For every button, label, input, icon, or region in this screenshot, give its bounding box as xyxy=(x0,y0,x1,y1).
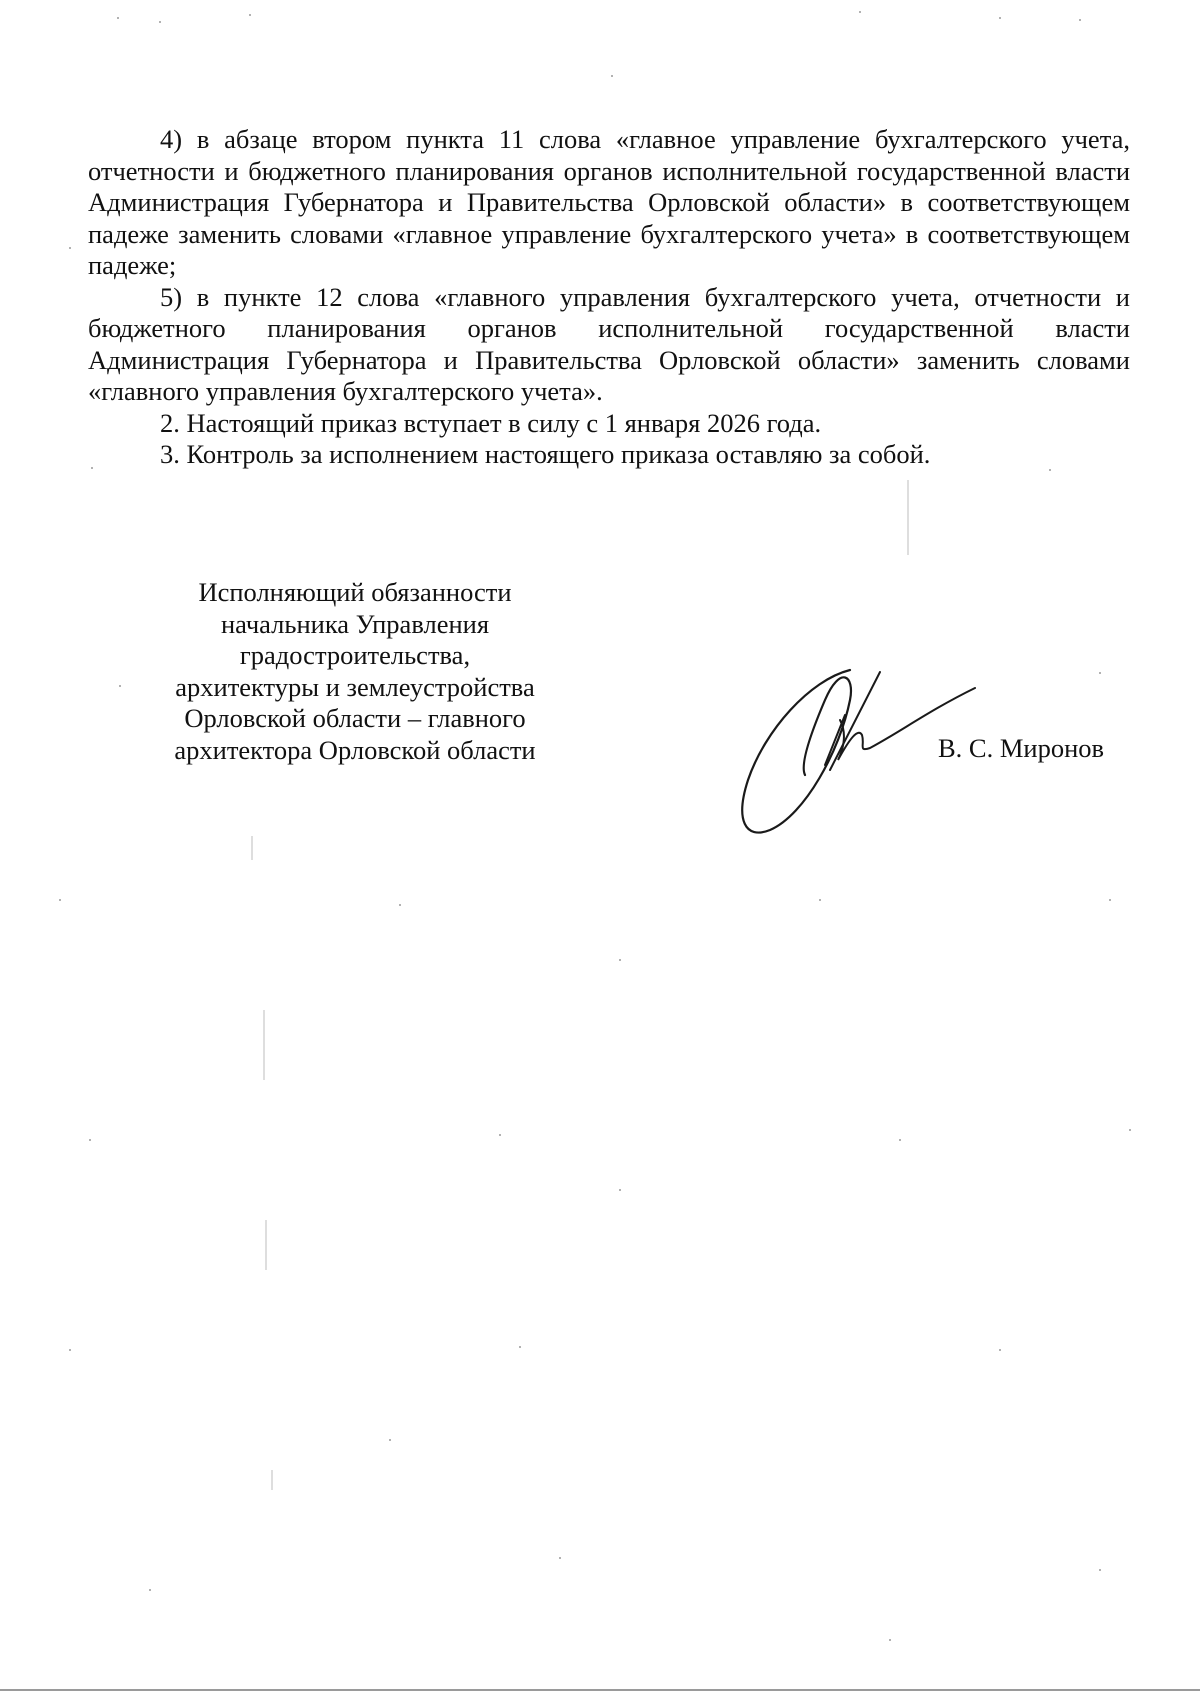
signer-title-line: Исполняющий обязанности xyxy=(198,577,512,607)
document-body xyxy=(88,124,1130,471)
signer-title xyxy=(140,577,570,766)
paragraph-clause-3: 3. Контроль за исполнением настоящего приказа оставляю за собой. xyxy=(160,439,931,469)
paragraph-clause-2: 2. Настоящий приказ вступает в силу с 1 января 2026 года. xyxy=(160,407,822,438)
signer-title-line: архитектора Орловской области xyxy=(174,734,536,765)
signer-title-line: градостроительства, xyxy=(239,640,471,670)
paragraph-item-5: 5) в пункте 12 слова «главного управления бухгалтерского учета, отчетности и бюджетного планирования органов исполнительной государственной власти Администрация Губернатора и Правительства Орловской области» заменить словами «главного управления бухгалтерского учета». xyxy=(88,281,1130,406)
signer-title-line: начальника Управления xyxy=(220,608,490,639)
paragraph-item-4: 4) в абзаце втором пункта 11 слова «главное управление бухгалтерского учета, отчетности и бюджетного планирования органов исполнительной государственной власти Администрация Губернатора и Правительства Орловской области» в соответствующем падеже заменить словами «главное управление бухгалтерского учета» в соответствующем падеже; xyxy=(88,124,1130,280)
signer-title-line: архитектуры и землеустройства xyxy=(175,671,535,702)
signer-name: В. С. Миронов xyxy=(938,733,1105,763)
signer-title-line: Орловской области – главного xyxy=(184,703,526,733)
